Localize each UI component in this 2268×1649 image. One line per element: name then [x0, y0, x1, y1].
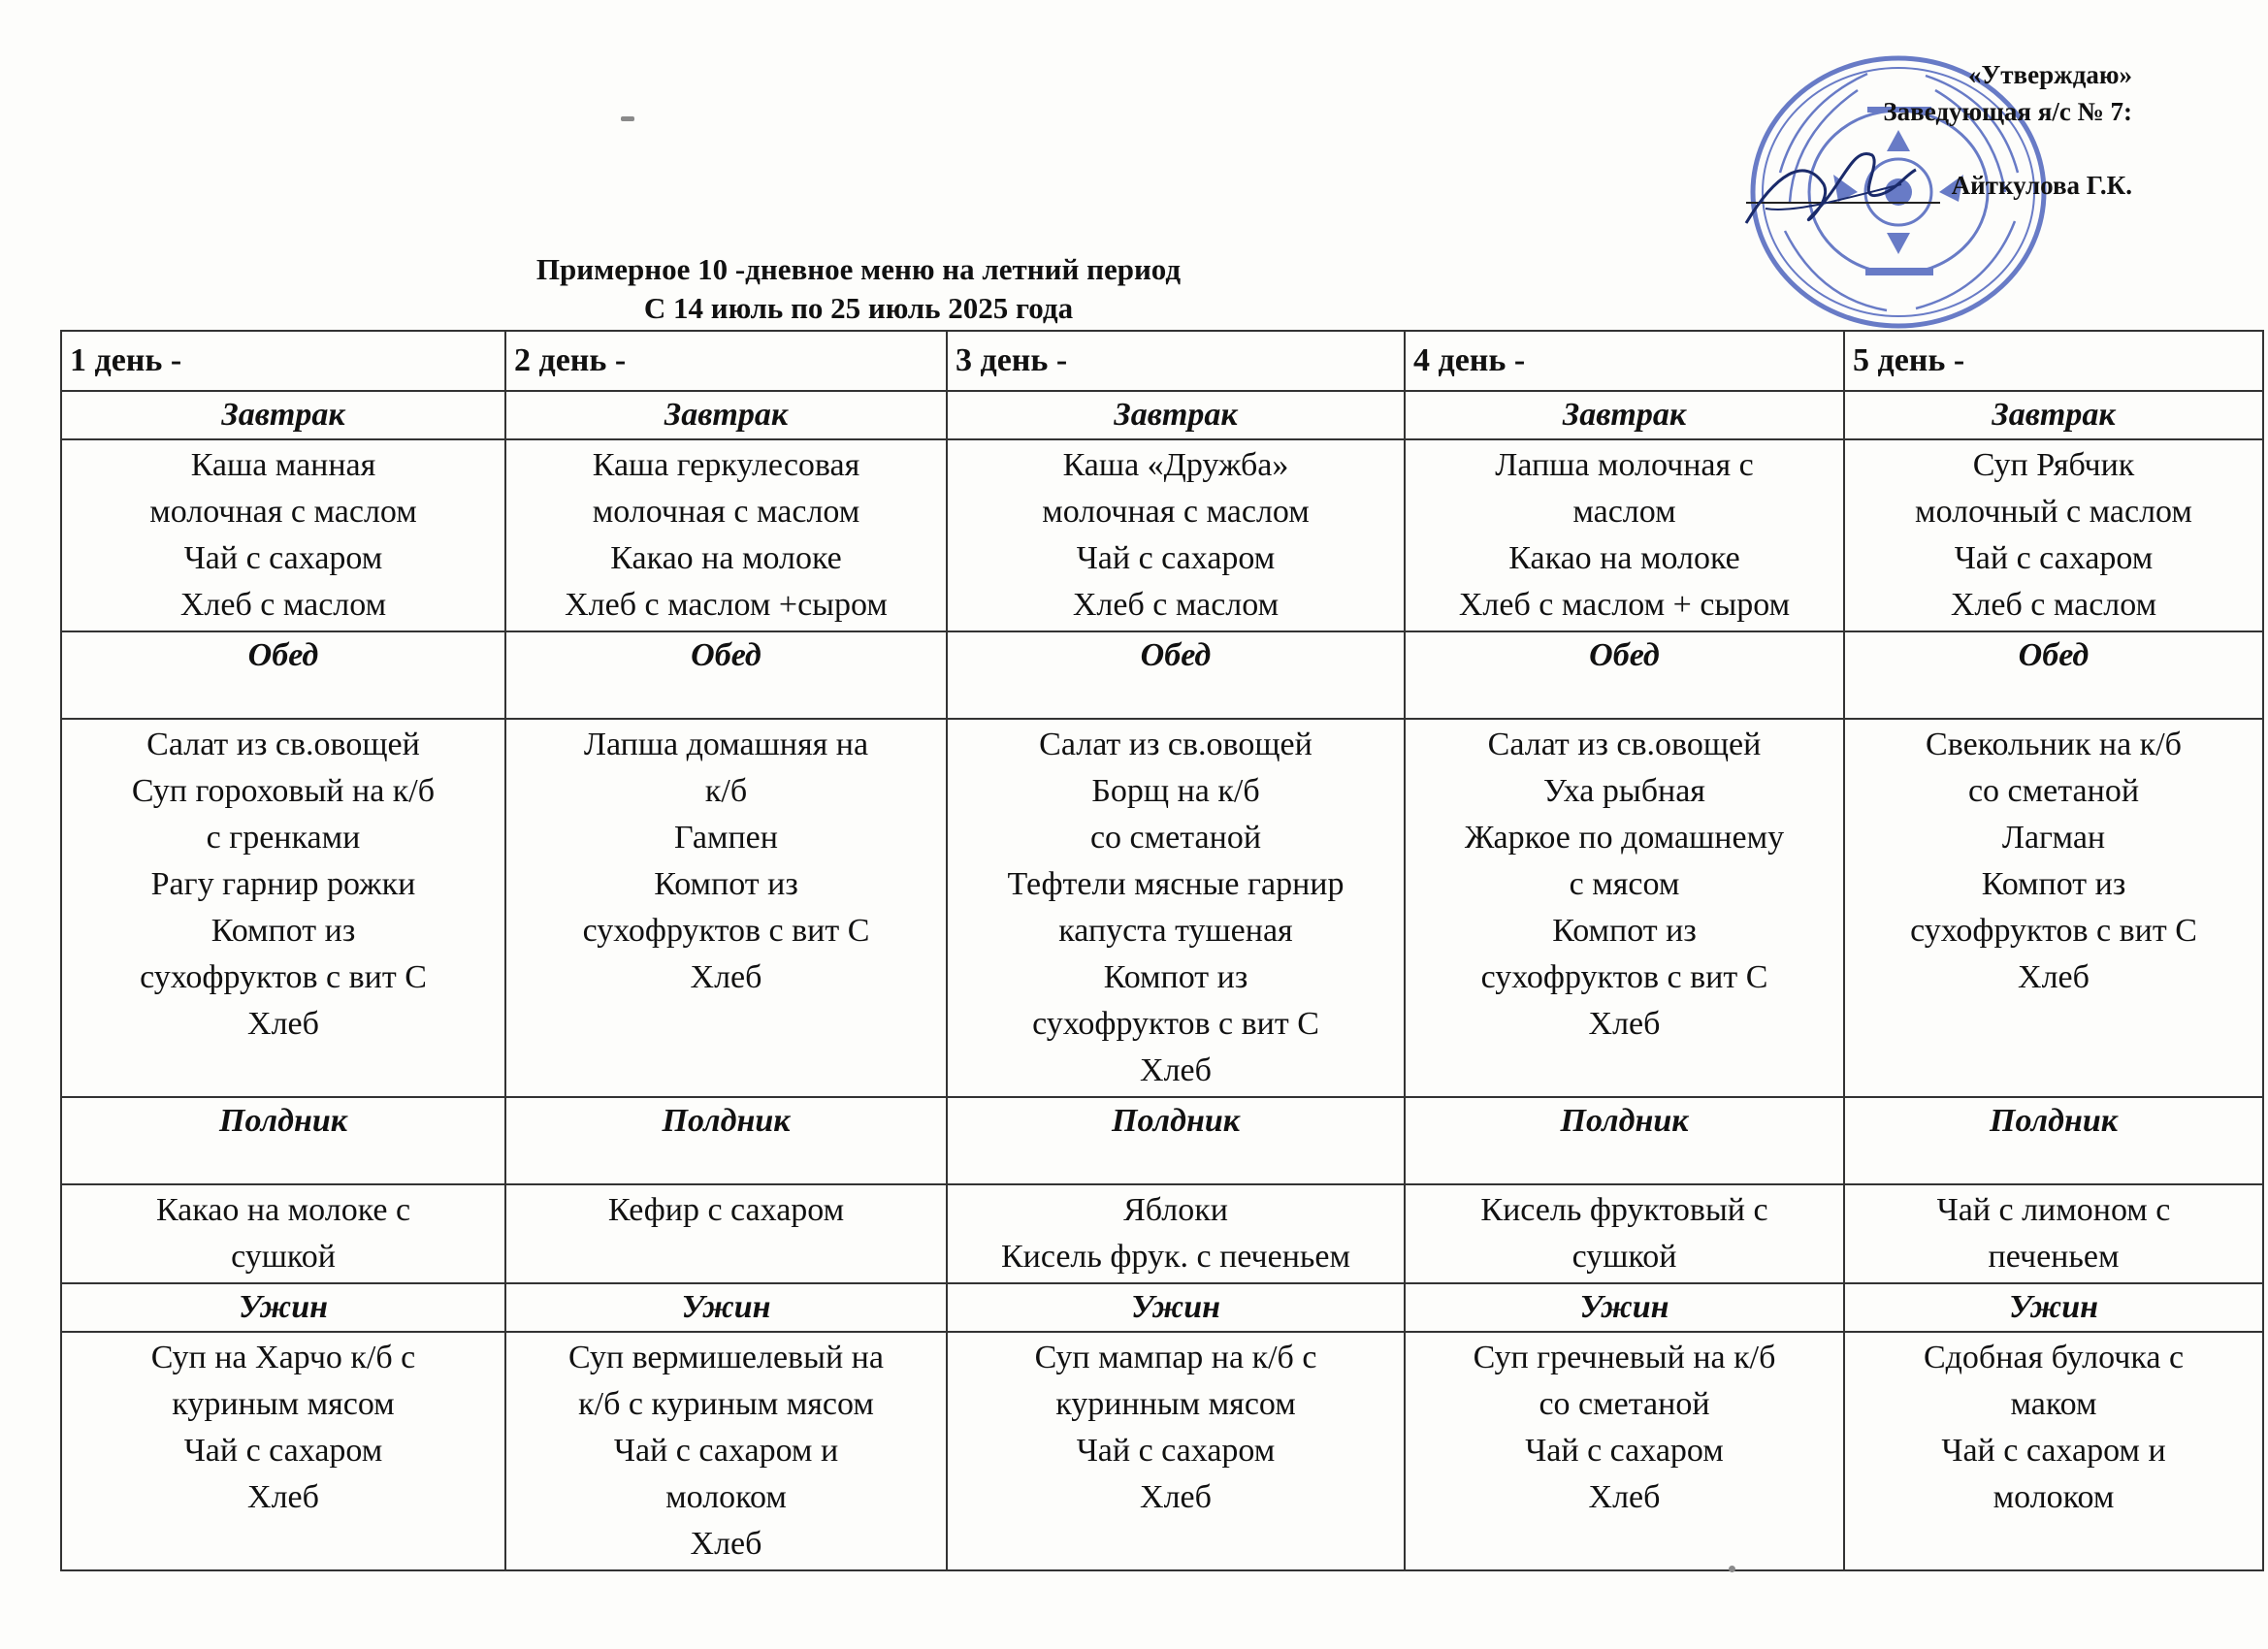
- meal-label: Полдник: [1405, 1097, 1844, 1184]
- day-header-row: [61, 331, 2263, 391]
- meal-label: Полдник: [61, 1097, 505, 1184]
- signature: [1736, 116, 1921, 252]
- approval-heading: «Утверждаю»: [1967, 60, 2132, 89]
- day-header: 4 день -: [1405, 331, 1844, 391]
- day-header: 3 день -: [947, 331, 1405, 391]
- meal-label: Ужин: [505, 1283, 947, 1332]
- scan-speck: [1729, 1566, 1735, 1572]
- menu-cell: Сдобная булочка с маком Чай с сахаром и молоком: [1844, 1332, 2263, 1570]
- meal-label: Обед: [1844, 631, 2263, 719]
- scan-speck: [621, 116, 634, 121]
- meal-label: Обед: [505, 631, 947, 719]
- items-row-breakfast: [61, 439, 2263, 631]
- meal-row-dinner: [61, 1283, 2263, 1332]
- menu-cell: Суп на Харчо к/б с куриным мясом Чай с сахаром Хлеб: [61, 1332, 505, 1570]
- menu-cell: Салат из св.овощей Уха рыбная Жаркое по домашнему с мясом Компот из сухофруктов с вит С Хлеб: [1405, 719, 1844, 1097]
- menu-cell: Каша манная молочная с маслом Чай с сахаром Хлеб с маслом: [61, 439, 505, 631]
- menu-cell: Яблоки Кисель фрук. с печеньем: [947, 1184, 1405, 1283]
- meal-label: Ужин: [947, 1283, 1405, 1332]
- meal-label: Завтрак: [947, 391, 1405, 439]
- items-row-dinner: [61, 1332, 2263, 1570]
- meal-row-lunch: [61, 631, 2263, 719]
- meal-label: Ужин: [61, 1283, 505, 1332]
- menu-cell: Суп вермишелевый на к/б с куриным мясом Чай с сахаром и молоком Хлеб: [505, 1332, 947, 1570]
- meal-label: Завтрак: [1405, 391, 1844, 439]
- title-line-1: Примерное 10 -дневное меню на летний период: [535, 252, 1182, 286]
- document-title: [0, 250, 1717, 328]
- menu-cell: Чай с лимоном с печеньем: [1844, 1184, 2263, 1283]
- approval-position: Заведующая я/с № 7:: [1883, 97, 2132, 126]
- day-header: 1 день -: [61, 331, 505, 391]
- meal-label: Завтрак: [505, 391, 947, 439]
- title-line-2: С 14 июль по 25 июль 2025 года: [643, 291, 1074, 325]
- meal-label: Ужин: [1844, 1283, 2263, 1332]
- menu-cell: Каша геркулесовая молочная с маслом Какао на молоке Хлеб с маслом +сыром: [505, 439, 947, 631]
- items-row-lunch: [61, 719, 2263, 1097]
- menu-cell: Лапша домашняя на к/б Гампен Компот из сухофруктов с вит С Хлеб: [505, 719, 947, 1097]
- day-header: 2 день -: [505, 331, 947, 391]
- menu-cell: Кефир с сахаром: [505, 1184, 947, 1283]
- menu-cell: Лапша молочная с маслом Какао на молоке Хлеб с маслом + сыром: [1405, 439, 1844, 631]
- items-row-snack: [61, 1184, 2263, 1283]
- menu-cell: Суп Рябчик молочный с маслом Чай с сахаром Хлеб с маслом: [1844, 439, 2263, 631]
- menu-cell: Суп гречневый на к/б со сметаной Чай с сахаром Хлеб: [1405, 1332, 1844, 1570]
- meal-label: Завтрак: [1844, 391, 2263, 439]
- menu-cell: Каша «Дружба» молочная с маслом Чай с сахаром Хлеб с маслом: [947, 439, 1405, 631]
- meal-row-breakfast: [61, 391, 2263, 439]
- meal-label: Полдник: [505, 1097, 947, 1184]
- menu-table: [60, 330, 2264, 1571]
- menu-cell: Свекольник на к/б со сметаной Лагман Компот из сухофруктов с вит С Хлеб: [1844, 719, 2263, 1097]
- meal-label: Полдник: [947, 1097, 1405, 1184]
- menu-cell: Салат из св.овощей Суп гороховый на к/б с гренками Рагу гарнир рожки Компот из сухофруктов с вит С Хлеб: [61, 719, 505, 1097]
- approval-signer-name: Айткулова Г.К.: [1951, 171, 2132, 200]
- menu-cell: Салат из св.овощей Борщ на к/б со сметаной Тефтели мясные гарнир капуста тушеная Компот из сухофруктов с вит С Хлеб: [947, 719, 1405, 1097]
- menu-cell: Суп мампар на к/б с куринным мясом Чай с сахаром Хлеб: [947, 1332, 1405, 1570]
- menu-cell: Какао на молоке с сушкой: [61, 1184, 505, 1283]
- day-header: 5 день -: [1844, 331, 2263, 391]
- meal-row-snack: [61, 1097, 2263, 1184]
- meal-label: Обед: [947, 631, 1405, 719]
- meal-label: Ужин: [1405, 1283, 1844, 1332]
- meal-label: Обед: [1405, 631, 1844, 719]
- meal-label: Полдник: [1844, 1097, 2263, 1184]
- menu-cell: Кисель фруктовый с сушкой: [1405, 1184, 1844, 1283]
- meal-label: Завтрак: [61, 391, 505, 439]
- meal-label: Обед: [61, 631, 505, 719]
